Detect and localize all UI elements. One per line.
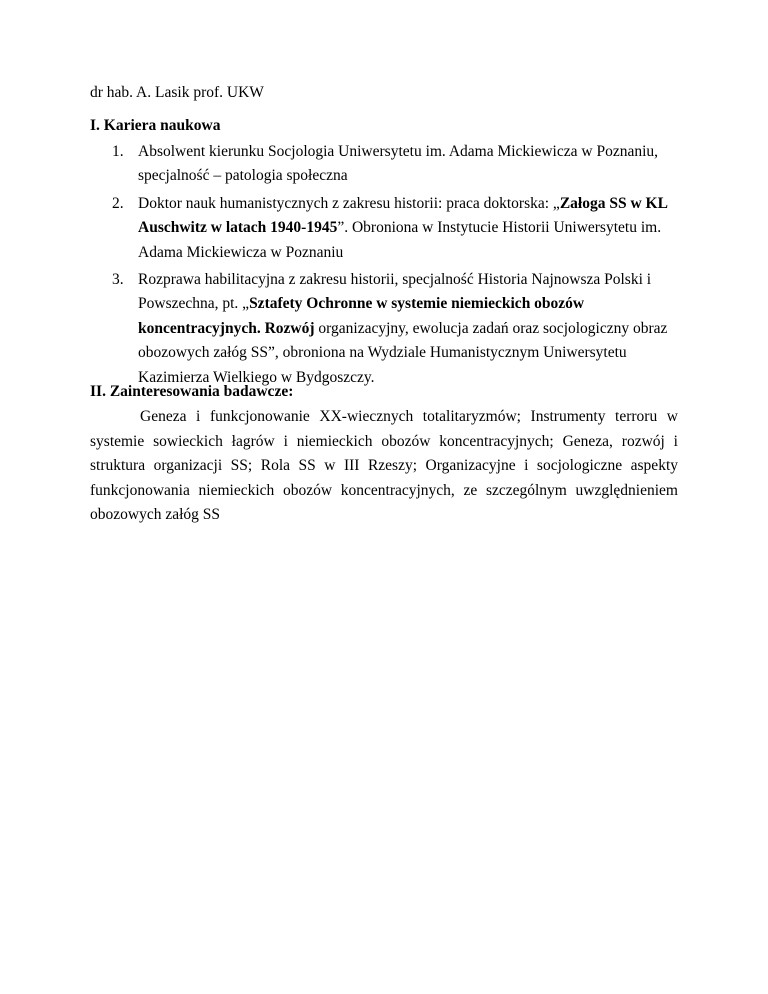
list-item-text-intro: Rozprawa habilitacyjna z zakresu historii, specjalność Historia Najnowsza Polski i Powszechna, pt. „ bbox=[138, 271, 652, 313]
list-item bbox=[90, 192, 680, 265]
author-line: dr hab. A. Lasik prof. UKW bbox=[90, 84, 264, 101]
list-item-text-rest: ”. Obroniona w Instytucie Historii Uniwersytetu im. Adama Mickiewicza w Poznaniu bbox=[138, 219, 662, 261]
career-list bbox=[90, 140, 680, 390]
habilitation-thesis-title: Sztafety Ochronne w systemie niemieckich obozów koncentracyjnych. Rozwój bbox=[138, 295, 585, 337]
list-item-text: Absolwent kierunku Socjologia Uniwersytetu im. Adama Mickiewicza w Poznaniu, specjalność – patologia społeczna bbox=[138, 143, 659, 185]
list-item bbox=[90, 268, 680, 390]
list-item-text-intro: Doktor nauk humanistycznych z zakresu historii: praca doktorska: „ bbox=[138, 194, 560, 212]
list-item bbox=[90, 140, 680, 189]
list-item-number: 3. bbox=[112, 271, 124, 289]
list-item-text-rest: organizacyjny, ewolucja zadań oraz socjologiczny obraz obozowych załóg SS”, obroniona na Wydziale Humanistycznym Uniwersytetu Kazimierza Wielkiego w Bydgoszczy. bbox=[138, 319, 668, 386]
doctoral-thesis-title: Załoga SS w KL Auschwitz w latach 1940-1945 bbox=[138, 194, 668, 237]
section-heading-career: I. Kariera naukowa bbox=[90, 117, 221, 134]
list-item-number: 2. bbox=[112, 194, 124, 212]
section-heading-interests: II. Zainteresowania badawcze: bbox=[90, 383, 294, 400]
research-interests-paragraph: Geneza i funkcjonowanie XX-wiecznych totalitaryzmów; Instrumenty terroru w systemie sowieckich łagrów i niemieckich obozów koncentracyjnych; Geneza, rozwój i struktura organizacji SS; Rola SS w III Rzeszy; Organizacyjne i socjologiczne aspekty funkcjonowania niemieckich obozów koncentracyjnych, ze szczególnym uwzględnieniem obozowych załóg SS bbox=[90, 408, 678, 523]
list-item-number: 1. bbox=[112, 143, 124, 160]
